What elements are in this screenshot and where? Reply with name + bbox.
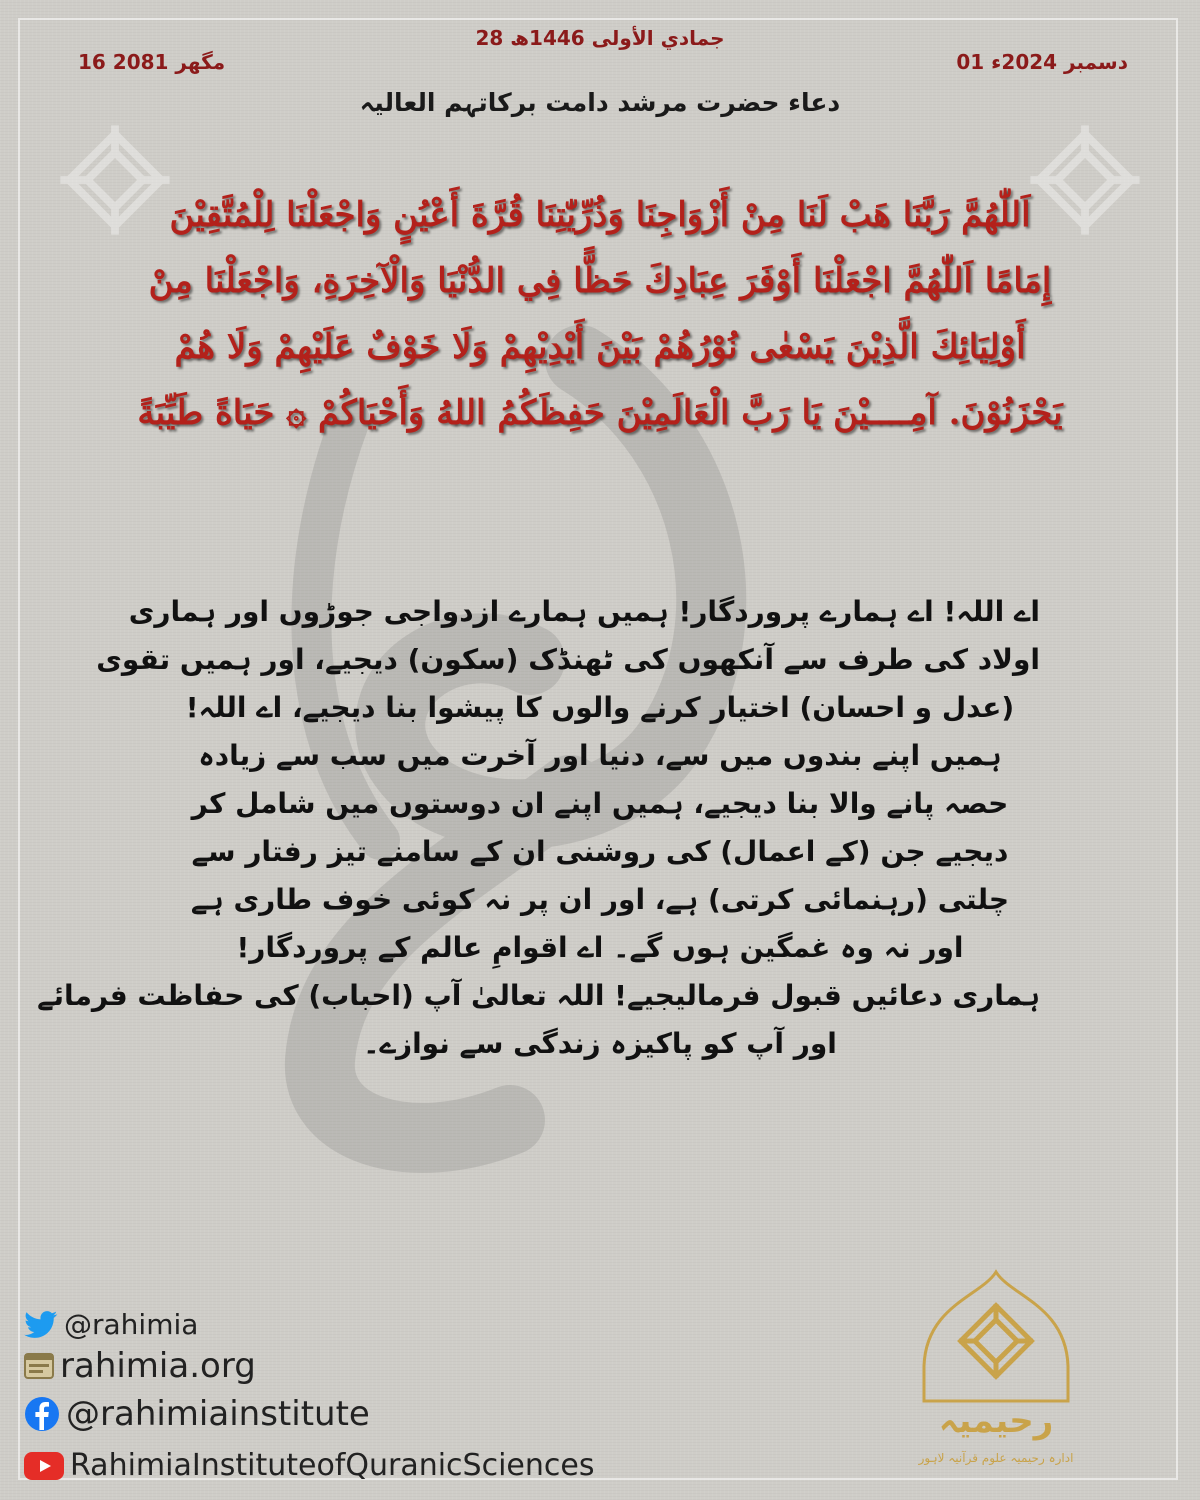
- arabic-line: اَللّٰهُمَّ رَبَّنَا هَبْ لَنَا مِنْ أَزْوَاجِنَا وَذُرِّيّٰتِنَا قُرَّةَ أَعْيُنٍ وَاجْعَلْنَا لِلْمُتَّقِيْنَ: [169, 195, 1031, 235]
- facebook-handle: @rahimiainstitute: [66, 1394, 370, 1434]
- urdu-line: اولاد کی طرف سے آنکھوں کی ٹھنڈک (سکون) دیجیے، اور ہمیں تقوی: [96, 643, 1040, 676]
- arabic-line: إِمَامًا اَللّٰهُمَّ اجْعَلْنَا أَوْفَرَ عِبَادِكَ حَظًّا فِي الدُّنْيَا وَالْآخِرَةِ، وَاجْعَلْنَا مِنْ: [148, 261, 1052, 301]
- website-link[interactable]: [24, 1346, 256, 1386]
- facebook-link[interactable]: [24, 1394, 370, 1434]
- urdu-line: دیجیے جن (کے اعمال) کی روشنی ان کے سامنے تیز رفتار سے: [191, 835, 1009, 868]
- urdu-line: ہمیں اپنے بندوں میں سے، دنیا اور آخرت میں سب سے زیادہ: [198, 739, 1002, 772]
- arabic-line: يَحْزَنُوْنَ. آمِــــيْنَ يَا رَبَّ الْعَالَمِيْنَ حَفِظَكُمُ اللهُ وَأَحْيَاكُمْ ۞ حَيَاةً طَيِّبَةً: [137, 393, 1063, 433]
- urdu-line: اے اللہ! اے ہمارے پروردگار! ہمیں ہمارے ازدواجی جوڑوں اور ہماری: [128, 595, 1040, 628]
- page-title: دعاء حضرت مرشد دامت برکاتہم العالیہ: [359, 88, 841, 117]
- rahimia-logo: [916, 1266, 1076, 1476]
- arabic-line: أَوْلِيَائِكَ الَّذِيْنَ يَسْعٰى نُوْرُهُمْ بَيْنَ أَيْدِيْهِمْ وَلَا خَوْفٌ عَلَيْهِمْ وَلَا هُمْ: [174, 327, 1026, 367]
- facebook-icon: [24, 1396, 60, 1432]
- urdu-line: اور آپ کو پاکیزہ زندگی سے نوازے۔: [363, 1027, 837, 1060]
- urdu-line: چلتی (رہنمائی کرتی) ہے، اور ان پر نہ کوئی خوف طاری ہے: [190, 883, 1010, 916]
- twitter-icon: [24, 1311, 58, 1339]
- urdu-line: (عدل و احسان) اختیار کرنے والوں کا پیشوا بنا دیجیے، اے اللہ!: [185, 691, 1015, 724]
- logo-text: رحیمیہ: [938, 1401, 1054, 1441]
- youtube-channel: RahimiaInstituteofQuranicSciences: [70, 1448, 595, 1483]
- knot-ornament-icon: [959, 1304, 1033, 1378]
- urdu-line: حصہ پانے والا بنا دیجیے، ہمیں اپنے ان دوستوں میں شامل کر: [191, 787, 1009, 820]
- web-icon: [24, 1353, 54, 1379]
- youtube-link[interactable]: [24, 1448, 594, 1483]
- twitter-link[interactable]: [24, 1308, 198, 1341]
- website-url: rahimia.org: [60, 1346, 256, 1386]
- gregorian-date: 01 دسمبر 2024ء: [956, 50, 1128, 74]
- twitter-handle: @rahimia: [64, 1308, 199, 1341]
- urdu-line: ہماری دعائیں قبول فرمالیجیے! اللہ تعالیٰ آپ (احباب) کی حفاظت فرمائے: [37, 979, 1040, 1012]
- logo-subtitle: ادارہ رحیمیہ علوم قرآنیہ لاہور: [918, 1451, 1074, 1465]
- arabic-dua: [110, 182, 1090, 446]
- bikrami-date: 16 مگھر 2081: [78, 50, 226, 74]
- urdu-line: اور نہ وہ غمگین ہوں گے۔ اے اقوامِ عالم کے پروردگار!: [236, 931, 964, 964]
- hijri-date: 28 جمادي الأولى 1446ھ: [475, 26, 725, 50]
- youtube-icon: [24, 1452, 64, 1480]
- urdu-translation: [37, 588, 1040, 1068]
